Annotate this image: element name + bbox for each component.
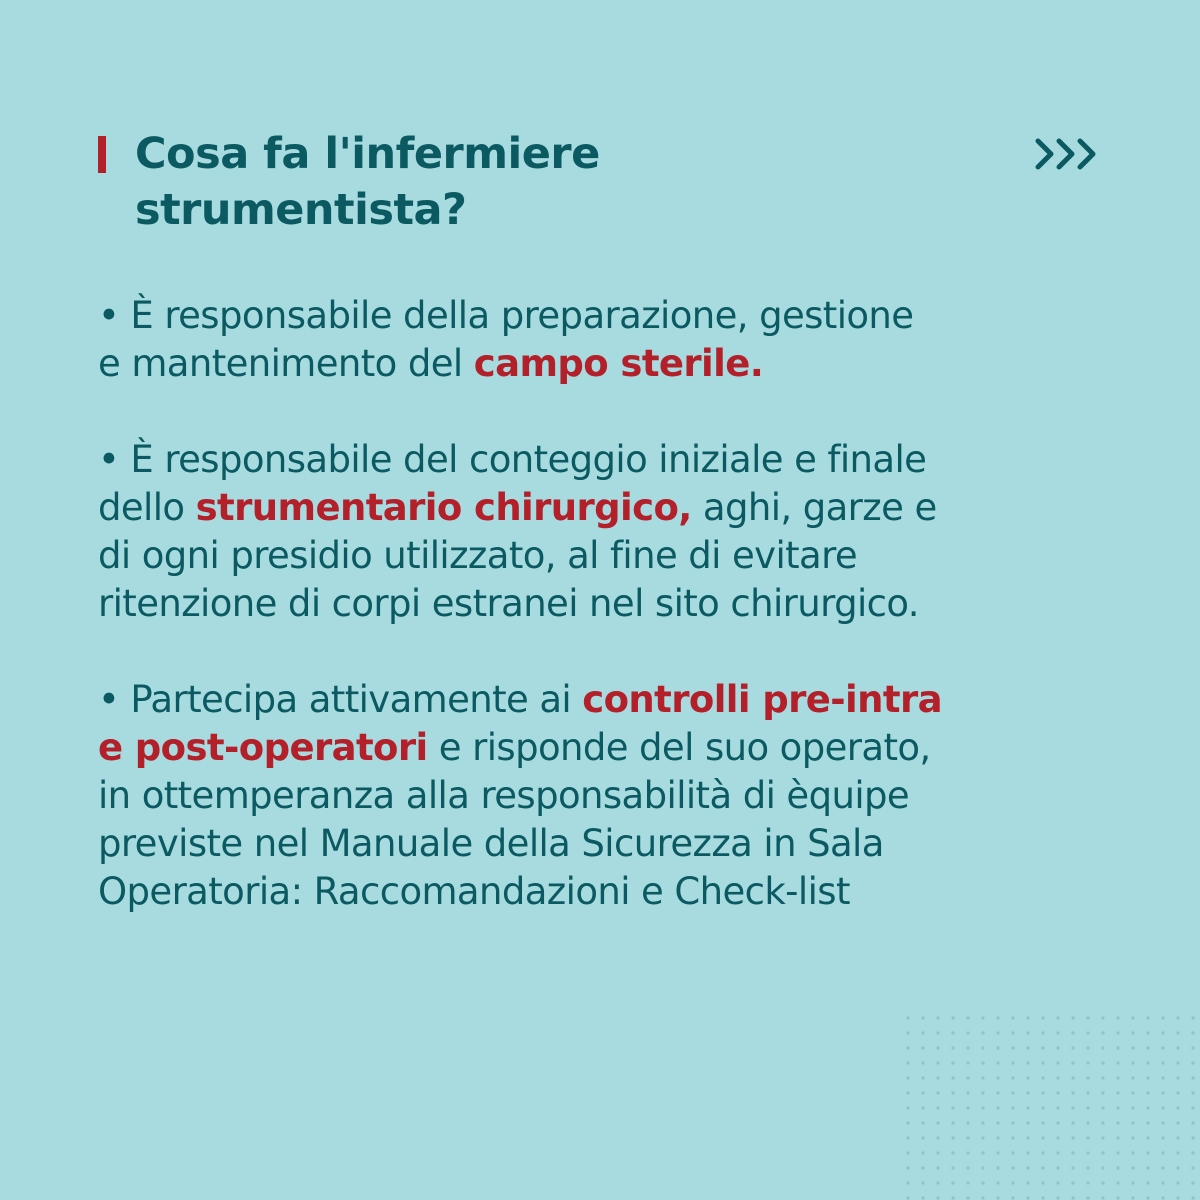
- bullet-3-line-3: [98, 772, 1108, 820]
- bullet-3-line-5: [98, 868, 1108, 916]
- bullet-3-text-5: Operatoria: Raccomandazioni e Check-list: [98, 870, 850, 913]
- title-line-2: strumentista?: [135, 185, 467, 235]
- bullet-3-text-4: previste nel Manuale della Sicurezza in Sala: [98, 822, 884, 865]
- bullet-2-line-4: [98, 580, 1108, 628]
- bullet-2-text-4: ritenzione di corpi estranei nel sito chirurgico.: [98, 582, 919, 625]
- bullet-list: [98, 292, 1108, 964]
- bullet-point-2: [98, 436, 1108, 628]
- highlight-strumentario-chirurgico: strumentario chirurgico,: [195, 486, 692, 529]
- bullet-2-text-3: di ogni presidio utilizzato, al fine di evitare: [98, 534, 858, 577]
- bullet-point-1: [98, 292, 1108, 388]
- highlight-post-operatori: e post-operatori: [98, 726, 428, 769]
- bullet-3-text-2: e risponde del suo operato,: [427, 726, 931, 769]
- bullet-1-text-2: e mantenimento del: [98, 342, 474, 385]
- title-line-1: Cosa fa l'infermiere: [135, 129, 600, 179]
- bullet-2-line-2: [98, 484, 1108, 532]
- bullet-1-line-2: [98, 340, 1108, 388]
- highlight-campo-sterile: campo sterile.: [473, 342, 764, 385]
- bullet-3-text-3: in ottemperanza alla responsabilità di èquipe: [98, 774, 910, 817]
- bullet-2-line-1: [98, 436, 1108, 484]
- bullet-2-text-1: • È responsabile del conteggio iniziale e finale: [98, 438, 927, 481]
- highlight-controlli-pre-intra: controlli pre-intra: [582, 678, 942, 721]
- page-title: [135, 126, 955, 238]
- bullet-3-text-1: • Partecipa attivamente ai: [98, 678, 583, 721]
- triple-chevron-right-icon[interactable]: [1034, 136, 1106, 172]
- bullet-2-text-2b: aghi, garze e: [691, 486, 937, 529]
- bullet-2-text-2: dello: [98, 486, 196, 529]
- bullet-1-text-1: • È responsabile della preparazione, gestione: [98, 294, 914, 337]
- bullet-point-3: [98, 676, 1108, 916]
- bullet-2-line-3: [98, 532, 1108, 580]
- bullet-3-line-1: [98, 676, 1108, 724]
- bullet-3-line-2: [98, 724, 1108, 772]
- bullet-1-line-1: [98, 292, 1108, 340]
- title-accent-bar: [98, 136, 106, 173]
- bullet-3-line-4: [98, 820, 1108, 868]
- dot-grid-pattern: [900, 1010, 1200, 1200]
